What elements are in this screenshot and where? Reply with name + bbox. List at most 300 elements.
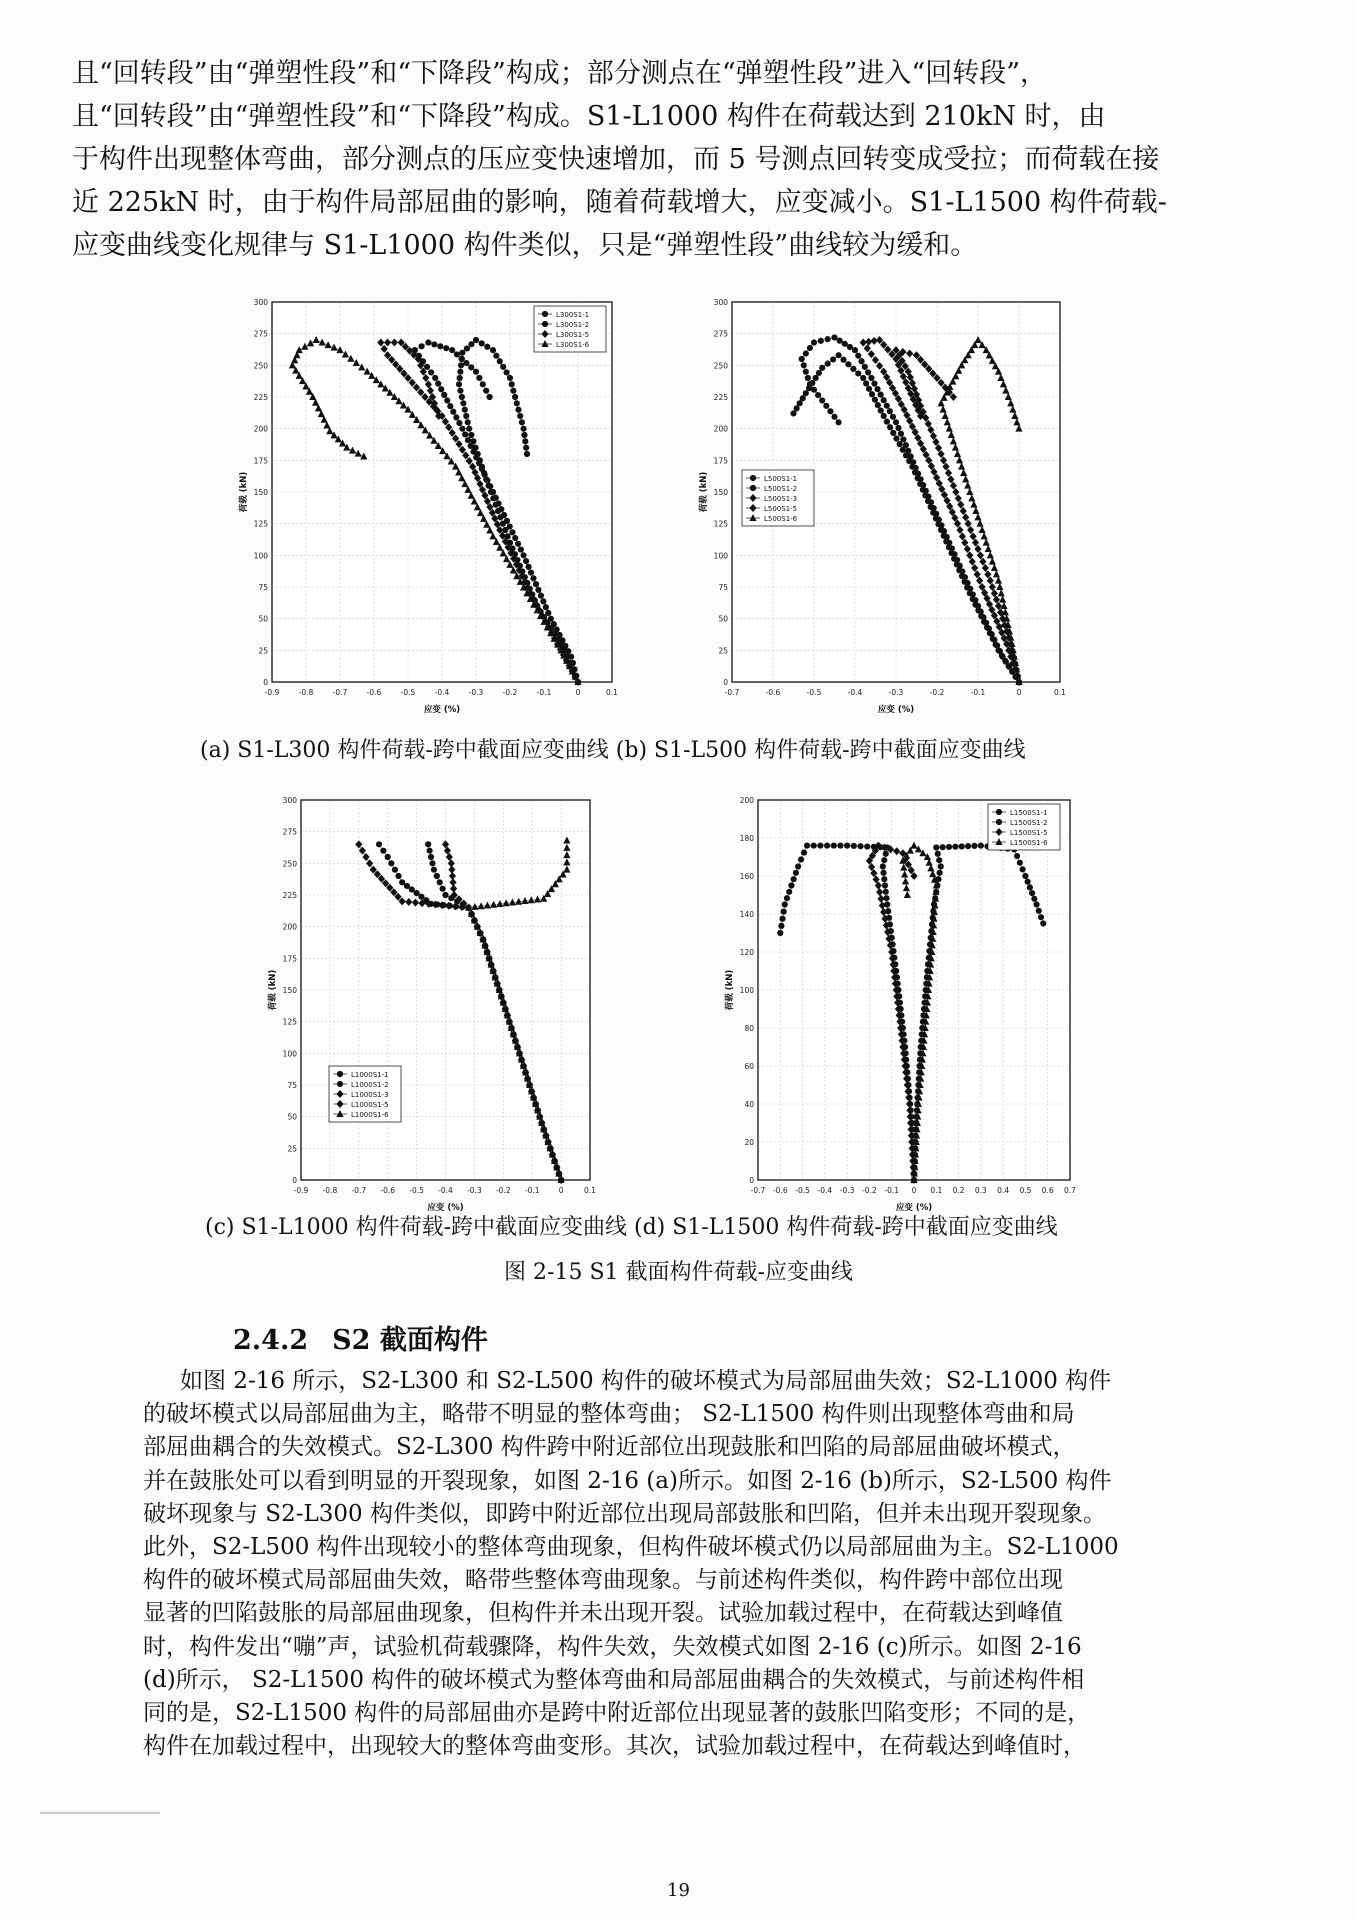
- text-line: 构件的破坏模式局部屈曲失效，略带些整体弯曲现象。与前述构件类似，构件跨中部位出现: [143, 1567, 1063, 1594]
- data-point: [540, 598, 546, 604]
- legend: [329, 1066, 401, 1122]
- data-point: [1017, 860, 1023, 866]
- data-point: [462, 431, 468, 437]
- data-point: [388, 860, 394, 866]
- data-point: [791, 876, 797, 882]
- data-point: [459, 394, 465, 400]
- x-tick-label: -0.7: [750, 1186, 766, 1195]
- chart-c: [255, 790, 600, 1213]
- x-tick-label: 0.1: [1054, 688, 1066, 697]
- data-point: [459, 426, 465, 432]
- x-axis-label: 应变 (%): [895, 1203, 933, 1213]
- data-point: [928, 504, 934, 510]
- legend-label: L300S1-6: [556, 341, 590, 349]
- text-line: 近 225kN 时，由于构件局部屈曲的影响，随着荷载增大，应变减小。S1-L1500 构件荷载-: [72, 187, 1167, 218]
- legend-label: L300S1-1: [556, 311, 590, 319]
- x-tick-label: -0.1: [884, 1186, 900, 1195]
- legend: [742, 470, 814, 526]
- data-point: [380, 848, 386, 854]
- y-tick-label: 150: [282, 986, 297, 995]
- data-point: [864, 843, 870, 849]
- text-line: 同的是，S2-L1500 构件的局部屈曲亦是跨中附近部位出现显著的鼓胀凹陷变形；不同的是，: [143, 1699, 1091, 1726]
- data-point: [948, 550, 954, 556]
- data-point: [897, 441, 903, 447]
- x-tick-label: -0.3: [839, 1186, 855, 1195]
- data-point: [801, 849, 807, 855]
- y-tick-label: 175: [713, 456, 728, 466]
- data-point: [881, 397, 887, 403]
- data-point: [425, 841, 431, 847]
- data-point: [840, 357, 846, 363]
- data-point: [825, 336, 831, 342]
- data-point: [987, 630, 993, 636]
- data-point: [428, 854, 434, 860]
- x-tick-label: 0: [558, 1186, 564, 1195]
- data-point: [920, 487, 926, 493]
- legend-label: L500S1-3: [764, 495, 798, 503]
- y-tick-label: 25: [287, 1144, 297, 1154]
- data-point: [515, 541, 521, 547]
- data-point: [837, 843, 843, 849]
- data-point: [427, 848, 433, 854]
- data-point: [509, 529, 515, 535]
- x-axis-label: 应变 (%): [423, 705, 461, 715]
- data-point: [462, 407, 468, 413]
- x-tick-label: -0.6: [380, 1186, 396, 1195]
- data-point: [376, 841, 382, 847]
- data-point: [933, 515, 939, 521]
- x-tick-label: -0.2: [495, 1186, 511, 1195]
- data-point: [434, 873, 440, 879]
- data-point: [1027, 884, 1033, 890]
- data-point: [512, 535, 518, 541]
- data-point: [890, 430, 896, 436]
- data-point: [860, 375, 866, 381]
- x-tick-label: -0.7: [332, 688, 348, 697]
- data-point: [799, 356, 805, 362]
- data-point: [473, 369, 479, 375]
- data-point: [844, 843, 850, 849]
- data-point: [1036, 908, 1042, 914]
- data-point: [819, 365, 825, 371]
- data-point: [909, 464, 915, 470]
- data-point: [915, 475, 921, 481]
- data-point: [395, 873, 401, 879]
- data-point: [961, 579, 967, 585]
- y-tick-label: 50: [718, 614, 728, 624]
- data-point: [925, 498, 931, 504]
- data-point: [850, 366, 856, 372]
- data-point: [786, 889, 792, 895]
- data-point: [429, 860, 435, 866]
- data-point: [460, 400, 466, 406]
- y-tick-label: 0: [292, 1176, 297, 1185]
- y-tick-label: 300: [713, 298, 728, 307]
- y-tick-label: 50: [287, 1112, 297, 1122]
- data-point: [504, 369, 510, 375]
- data-point: [996, 809, 1002, 815]
- legend-label: L1500S1-5: [1010, 829, 1048, 837]
- y-tick-label: 300: [282, 796, 297, 805]
- data-point: [790, 410, 796, 416]
- y-tick-label: 250: [713, 361, 728, 371]
- data-point: [893, 419, 899, 425]
- data-point: [978, 843, 984, 849]
- data-point: [852, 347, 858, 353]
- data-point: [487, 394, 493, 400]
- legend-label: L1000S1-1: [351, 1071, 389, 1079]
- y-tick-label: 125: [253, 519, 268, 529]
- legend: [534, 306, 606, 352]
- data-point: [521, 432, 527, 438]
- data-point: [519, 419, 525, 425]
- x-tick-label: 0.2: [952, 1186, 965, 1195]
- legend: [988, 804, 1060, 850]
- x-tick-label: -0.8: [298, 688, 314, 697]
- data-point: [941, 533, 947, 539]
- data-point: [906, 458, 912, 464]
- x-tick-label: -0.3: [467, 1186, 482, 1195]
- x-tick-label: 0: [911, 1186, 917, 1195]
- data-point: [535, 587, 541, 593]
- page-number: 19: [667, 1880, 690, 1901]
- data-point: [938, 863, 944, 869]
- data-point: [990, 636, 996, 642]
- data-point: [1029, 890, 1035, 896]
- data-point: [483, 388, 489, 394]
- data-point: [836, 352, 842, 358]
- data-point: [437, 879, 443, 885]
- legend-label: L500S1-6: [764, 515, 798, 523]
- data-point: [936, 857, 942, 863]
- legend-label: L500S1-5: [764, 505, 798, 513]
- y-tick-label: 250: [253, 361, 268, 371]
- data-point: [443, 345, 449, 351]
- x-tick-label: -0.5: [409, 1186, 424, 1195]
- data-point: [457, 388, 463, 394]
- data-point: [483, 476, 489, 482]
- data-point: [878, 407, 884, 413]
- data-point: [855, 370, 861, 376]
- data-point: [444, 397, 450, 403]
- data-point: [479, 340, 485, 346]
- y-axis-label: 荷载 (kN): [268, 969, 278, 1011]
- text-line: 时，构件发出“嘣”声，试验机荷载骤降，构件失效，失效模式如图 2-16 (c)所示。如图 2-16: [143, 1633, 1082, 1660]
- data-point: [781, 909, 787, 915]
- data-point: [836, 419, 842, 425]
- data-point: [842, 341, 848, 347]
- data-point: [543, 604, 549, 610]
- y-tick-label: 150: [713, 488, 728, 497]
- data-point: [779, 916, 785, 922]
- y-tick-label: 75: [258, 583, 268, 592]
- data-point: [337, 1081, 343, 1087]
- legend-label: L1000S1-5: [351, 1101, 389, 1109]
- chart-a: [222, 292, 622, 715]
- data-point: [1020, 866, 1026, 872]
- text-line: 且“回转段”由“弹塑性段”和“下降段”构成；部分测点在“弹塑性段”进入“回转段”，: [72, 58, 1048, 89]
- data-point: [512, 394, 518, 400]
- chart-c-svg: [255, 790, 600, 1213]
- x-tick-label: 0.4: [997, 1186, 1010, 1195]
- data-point: [940, 844, 946, 850]
- data-point: [1033, 901, 1039, 907]
- data-point: [823, 403, 829, 409]
- data-point: [827, 408, 833, 414]
- data-point: [479, 464, 485, 470]
- data-point: [515, 407, 521, 413]
- text-line: 构件在加载过程中，出现较大的整体弯曲变形。其次，试验加载过程中，在荷载达到峰值时，: [143, 1733, 1086, 1760]
- data-point: [933, 844, 939, 850]
- data-point: [884, 403, 890, 409]
- data-point: [806, 385, 812, 391]
- x-tick-label: -0.9: [293, 1186, 309, 1195]
- data-point: [999, 653, 1005, 659]
- data-point: [465, 437, 471, 443]
- data-point: [538, 593, 544, 599]
- data-point: [935, 851, 941, 857]
- x-tick-label: 0.3: [974, 1186, 987, 1195]
- data-point: [477, 457, 483, 463]
- data-point: [425, 339, 431, 345]
- y-tick-label: 0: [749, 1176, 754, 1185]
- data-point: [811, 339, 817, 345]
- x-tick-label: -0.9: [264, 688, 280, 697]
- data-point: [809, 380, 815, 386]
- section-heading: [233, 1318, 512, 1357]
- x-tick-label: 0.1: [584, 1186, 596, 1195]
- data-point: [874, 386, 880, 392]
- data-point: [777, 930, 783, 936]
- data-point: [392, 867, 398, 873]
- data-point: [457, 369, 463, 375]
- y-tick-label: 40: [744, 1100, 754, 1109]
- chart-a-svg: [222, 292, 622, 715]
- x-tick-label: -0.6: [366, 688, 382, 697]
- data-point: [824, 843, 830, 849]
- y-tick-label: 80: [744, 1024, 754, 1033]
- data-point: [424, 364, 430, 370]
- y-tick-label: 275: [713, 329, 728, 339]
- data-point: [428, 369, 434, 375]
- data-point: [385, 854, 391, 860]
- y-tick-label: 250: [282, 859, 297, 869]
- caption-cd: (c) S1-L1000 构件荷载-跨中截面应变曲线 (d) S1-L1500 构件荷载-跨中截面应变曲线: [205, 1215, 1058, 1240]
- data-point: [803, 350, 809, 356]
- data-point: [883, 851, 889, 857]
- text-line: 于构件出现整体弯曲，部分测点的压应变快速增加，而 5 号测点回转变成受拉；而荷载在接: [72, 144, 1160, 175]
- x-axis-label: 应变 (%): [427, 1203, 464, 1213]
- data-point: [438, 386, 444, 392]
- text-line: 破坏现象与 S2-L300 构件类似，即跨中附近部位出现局部鼓胀和凹陷，但并未出现开裂现象。: [143, 1500, 1106, 1527]
- section-title: S2 截面构件: [332, 1325, 488, 1356]
- legend-label: L1000S1-2: [351, 1081, 389, 1089]
- y-tick-label: 175: [282, 954, 297, 964]
- data-point: [778, 923, 784, 929]
- data-point: [447, 403, 453, 409]
- data-point: [514, 400, 520, 406]
- y-axis-label: 荷载 (kN): [699, 471, 709, 513]
- data-point: [337, 1071, 343, 1077]
- data-point: [470, 438, 476, 444]
- data-point: [880, 870, 886, 876]
- data-point: [975, 607, 981, 613]
- data-point: [476, 375, 482, 381]
- legend-label: L300S1-2: [556, 321, 590, 329]
- data-point: [869, 391, 875, 397]
- data-point: [831, 414, 837, 420]
- y-tick-label: 125: [282, 1017, 297, 1027]
- data-point: [863, 380, 869, 386]
- data-point: [456, 381, 462, 387]
- data-point: [803, 369, 809, 375]
- data-point: [521, 552, 527, 558]
- y-tick-label: 140: [739, 910, 754, 919]
- data-point: [880, 863, 886, 869]
- data-point: [488, 489, 494, 495]
- data-point: [815, 392, 821, 398]
- x-tick-label: -0.2: [862, 1186, 877, 1195]
- data-point: [819, 397, 825, 403]
- data-point: [937, 870, 943, 876]
- paragraph-1: [72, 52, 1212, 267]
- x-tick-label: -0.1: [536, 688, 552, 697]
- data-point: [431, 867, 437, 873]
- data-point: [943, 538, 949, 544]
- data-point: [900, 447, 906, 453]
- x-tick-label: 0.5: [1019, 1186, 1032, 1195]
- text-line: 的破坏模式以局部屈曲为主，略带不明显的整体弯曲； S2-L1500 构件则出现整体弯曲和局: [143, 1401, 1075, 1428]
- data-point: [978, 613, 984, 619]
- text-line: 且“回转段”由“弹塑性段”和“下降段”构成。S1-L1000 构件在荷载达到 210kN 时，由: [72, 101, 1106, 132]
- data-point: [845, 361, 851, 367]
- y-tick-label: 25: [258, 646, 268, 656]
- y-tick-label: 225: [253, 393, 268, 402]
- x-tick-label: -0.2: [502, 688, 518, 697]
- data-point: [1040, 920, 1046, 926]
- data-point: [801, 362, 807, 368]
- text-line: 部屈曲耦合的失效模式。S2-L300 构件跨中附近部位出现鼓胀和凹陷的局部屈曲破坏模式，: [143, 1434, 1076, 1461]
- data-point: [485, 483, 491, 489]
- data-point: [811, 843, 817, 849]
- x-tick-label: -0.1: [524, 1186, 540, 1195]
- legend-label: L500S1-1: [764, 475, 798, 483]
- data-point: [847, 344, 853, 350]
- data-point: [837, 338, 843, 344]
- data-point: [881, 857, 887, 863]
- data-point: [951, 556, 957, 562]
- data-point: [475, 451, 481, 457]
- data-point: [524, 451, 530, 457]
- legend-label: L300S1-5: [556, 331, 590, 339]
- data-point: [981, 619, 987, 625]
- paragraph-2: [143, 1365, 1233, 1763]
- data-point: [903, 452, 909, 458]
- data-point: [468, 341, 474, 347]
- figure-title: 图 2-15 S1 截面构件荷载-应变曲线: [504, 1260, 853, 1285]
- chart-d: [710, 790, 1080, 1213]
- data-point: [855, 353, 861, 359]
- data-point: [952, 844, 958, 850]
- y-tick-label: 0: [263, 678, 268, 687]
- data-point: [956, 567, 962, 573]
- data-point: [893, 435, 899, 441]
- data-point: [1038, 914, 1044, 920]
- data-point: [884, 419, 890, 425]
- y-tick-label: 0: [723, 678, 728, 687]
- data-point: [878, 392, 884, 398]
- data-point: [399, 879, 405, 885]
- data-point: [895, 425, 901, 431]
- x-tick-label: -0.5: [400, 688, 416, 697]
- y-tick-label: 125: [713, 519, 728, 529]
- x-tick-label: -0.6: [772, 1186, 788, 1195]
- y-tick-label: 60: [744, 1062, 754, 1071]
- y-tick-label: 300: [253, 298, 268, 307]
- data-point: [970, 596, 976, 602]
- data-point: [442, 892, 448, 898]
- y-axis-label: 荷载 (kN): [725, 969, 735, 1011]
- data-point: [466, 426, 472, 432]
- data-point: [440, 886, 446, 892]
- data-point: [518, 546, 524, 552]
- data-point: [805, 375, 811, 381]
- data-point: [857, 843, 863, 849]
- data-point: [946, 844, 952, 850]
- data-point: [1002, 658, 1008, 664]
- data-point: [993, 642, 999, 648]
- data-point: [788, 882, 794, 888]
- x-tick-label: -0.3: [468, 688, 484, 697]
- y-tick-label: 160: [739, 872, 754, 881]
- data-point: [490, 495, 496, 501]
- data-point: [866, 386, 872, 392]
- y-tick-label: 50: [258, 614, 268, 624]
- chart-b-svg: [690, 292, 1070, 715]
- data-point: [1022, 873, 1028, 879]
- x-tick-label: -0.4: [847, 688, 863, 697]
- data-point: [1025, 879, 1031, 885]
- x-tick-label: -0.1: [970, 688, 986, 697]
- data-point: [972, 602, 978, 608]
- data-point: [449, 347, 455, 353]
- data-point: [432, 375, 438, 381]
- data-point: [490, 347, 496, 353]
- legend-label: L1000S1-6: [351, 1111, 389, 1119]
- x-tick-label: 0: [1016, 688, 1022, 697]
- data-point: [750, 485, 756, 491]
- x-tick-label: -0.6: [765, 688, 781, 697]
- y-tick-label: 25: [718, 646, 728, 656]
- data-point: [453, 414, 459, 420]
- data-point: [865, 369, 871, 375]
- data-point: [481, 470, 487, 476]
- data-point: [450, 409, 456, 415]
- data-point: [922, 492, 928, 498]
- data-point: [419, 343, 425, 349]
- y-tick-label: 200: [739, 796, 754, 805]
- y-tick-label: 180: [739, 834, 754, 843]
- data-point: [872, 397, 878, 403]
- data-point: [959, 573, 965, 579]
- y-tick-label: 120: [739, 948, 754, 957]
- y-tick-label: 100: [713, 551, 728, 561]
- data-point: [971, 843, 977, 849]
- x-tick-label: -0.8: [322, 1186, 338, 1195]
- data-point: [784, 895, 790, 901]
- data-point: [882, 882, 888, 888]
- y-tick-label: 225: [282, 891, 297, 900]
